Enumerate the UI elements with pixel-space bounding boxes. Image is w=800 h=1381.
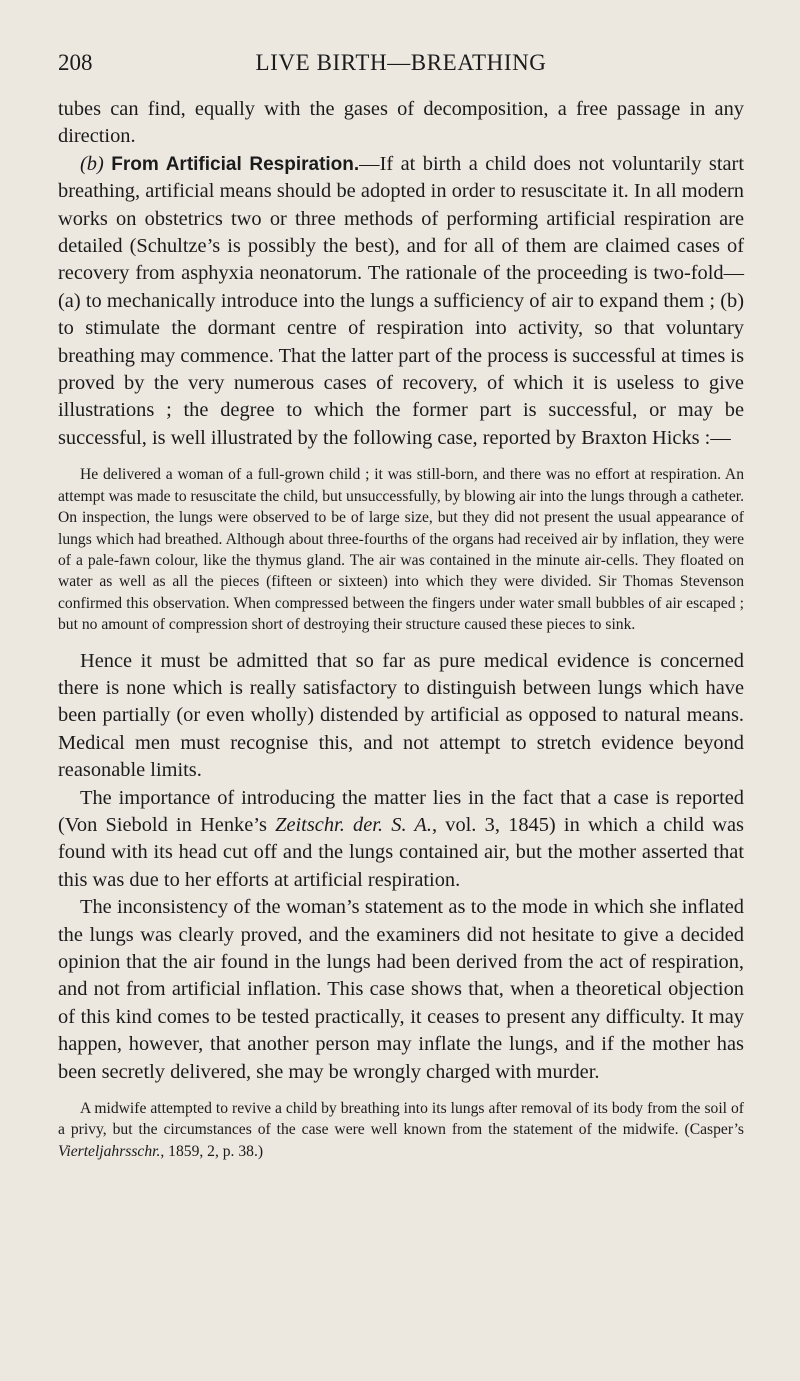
paragraph-1: tubes can find, equally with the gases of decomposition, a free passage in any direction. xyxy=(58,98,744,148)
body-text xyxy=(58,96,744,1162)
paragraph-4-text-b: , vol. 3, 1845) in which a child was found with its head cut off and the lungs contained air, but the mother asserted that this was due to her efforts at artificial respiration. xyxy=(58,813,744,891)
section-marker: (b) xyxy=(80,152,112,175)
paragraph-2 xyxy=(58,151,744,452)
journal-citation: Zeitschr. der. S. A. xyxy=(275,813,432,836)
paragraph-4 xyxy=(58,785,744,895)
quote-2-text-b: , 1859, 2, p. 38.) xyxy=(160,1142,264,1160)
journal-citation-2: Vierteljahrsschr. xyxy=(58,1142,161,1160)
extract-quotation-1: He delivered a woman of a full-grown child ; it was still-born, and there was no effort at respiration. An attempt was made to resuscitate the child, but unsuccessfully, by blowing air into the lungs through a catheter. On inspection, the lungs were observed to be of large size, but they did not present the usual appearance of lungs which had breathed. Although about three-fourths of the organs had received air by inflation, they were of a pale-fawn colour, like the thymus gland. The air was contained in the minute air-cells. They floated on water as well as all the pieces (fifteen or sixteen) into which they were divided. Sir Thomas Stevenson confirmed this observation. When compressed between the fingers under water small bubbles of air escaped ; but no amount of compression short of destroying their structure caused these pieces to sink. xyxy=(58,466,744,634)
paragraph-2-text: —If at birth a child does not voluntarily start breathing, artificial means should be adopted in order to resuscitate it. In all modern works on obstetrics two or three methods of performing artificial respiration are detailed (Schultze’s is possibly the best), and for all of them are claimed cases of recovery from asphyxia neonatorum. The rationale of the proceeding is two-fold—(a) to mechanically introduce into the lungs a sufficiency of air to expand them ; (b) to stimulate the dormant centre of respiration into activity, so that voluntary breathing may commence. That the latter part of the process is successful at times is proved by the very numerous cases of recovery, of which it is useless to give illustrations ; the degree to which the former part is successful, or may be successful, is well illustrated by the following case, reported by Braxton Hicks :— xyxy=(58,152,744,449)
quote-2-text-a: A midwife attempted to revive a child by breathing into its lungs after removal of its body from the soil of a privy, but the circumstances of the case were well known from the statement of the midwife. (Casper’s xyxy=(58,1100,744,1139)
paragraph-3: Hence it must be admitted that so far as pure medical evidence is concerned there is none which is really satisfactory to distinguish between lungs which have been partially (or even wholly) distended by artificial as opposed to natural means. Medical men must recognise this, and not attempt to stretch evidence beyond reasonable limits. xyxy=(58,649,744,782)
running-head xyxy=(58,50,744,84)
page-number: 208 xyxy=(58,50,93,75)
paragraph-5: The inconsistency of the woman’s statement as to the mode in which she inflated the lungs was clearly proved, and the examiners did not hesitate to give a decided opinion that the air found in the lungs had been derived from the act of respiration, and not from artificial inflation. This case shows that, when a theoretical objection of this kind comes to be tested practically, it ceases to present any difficulty. It may happen, however, that another person may inflate the lungs, and if the mother has been secretly delivered, she may be wrongly charged with murder. xyxy=(58,896,744,1083)
extract-quotation-2 xyxy=(58,1098,744,1162)
paragraph-4-text-a: The importance of introducing the matter lies in the fact that a case is reported (Von Siebold in Henke’s xyxy=(58,786,744,836)
section-heading: From Artificial Respiration. xyxy=(111,153,360,175)
running-title: LIVE BIRTH—BREATHING xyxy=(255,50,547,75)
